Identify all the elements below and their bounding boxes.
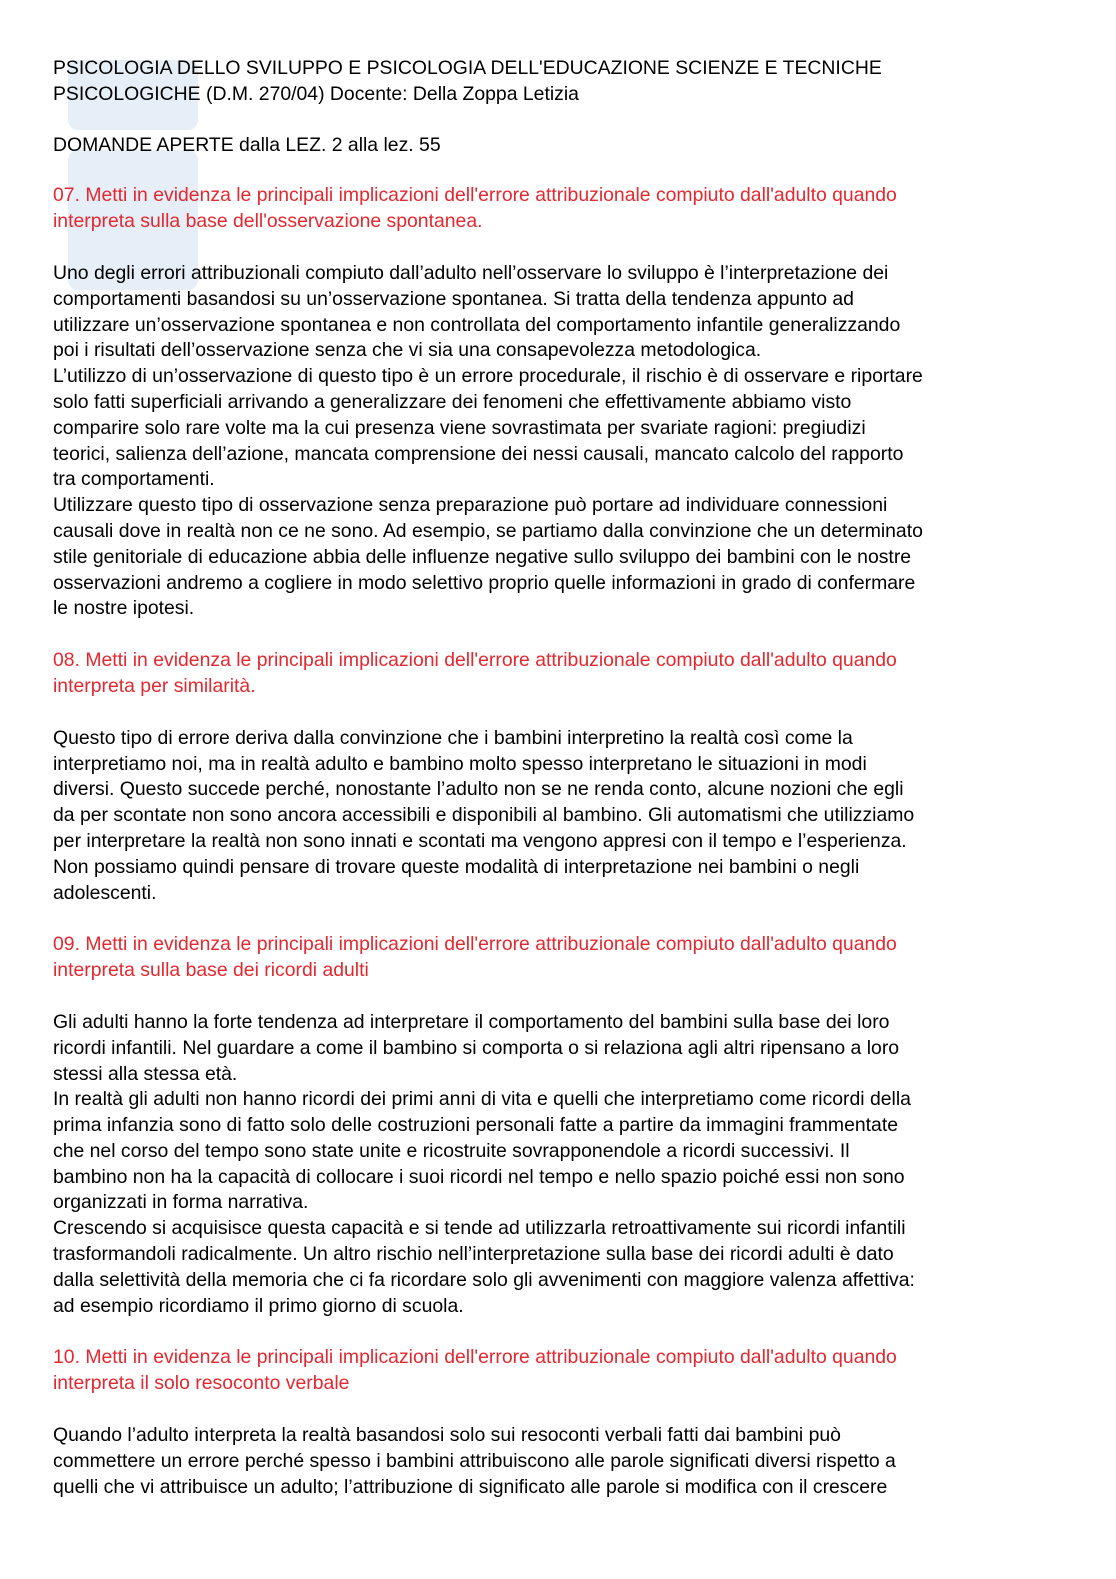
answer-08 — [53, 726, 1065, 907]
answer-paragraph: L’utilizzo di un’osservazione di questo tipo è un errore procedurale, il rischio è di osservare e riportare solo fatti superficiali arrivando a generalizzare dei fenomeni che effettivamente abbiamo visto comparire solo rare volte ma la cui presenza viene sovrastimata per svariate ragioni: pregiudizi teorici, salienza dell’azione, mancata comprensione dei nessi causali, mancato calcolo del rapporto tra comportamenti. — [53, 365, 923, 491]
question-10: 10. Metti in evidenza le principali implicazioni dell'errore attribuzionale compiuto dall'adulto quando interpreta il solo resoconto verbale — [53, 1346, 897, 1395]
document-header — [53, 56, 1065, 108]
answer-10 — [53, 1423, 1065, 1500]
document-page — [53, 56, 1065, 1526]
answer-07 — [53, 261, 1065, 622]
answer-paragraph: Crescendo si acquisisce questa capacità e si tende ad utilizzarla retroattivamente sui ricordi infantili trasformandoli radicalmente. Un altro rischio nell’interpretazione sulla base dei ricordi adulti è dato dalla selettività della memoria che ci fa ricordare solo gli avvenimenti con maggiore valenza affettiva: ad esempio ricordiamo il primo giorno di scuola. — [53, 1217, 915, 1317]
answer-paragraph: Quando l’adulto interpreta la realtà basandosi solo sui resoconti verbali fatti dai bambini può commettere un errore perché spesso i bambini attribuiscono alle parole significati diversi rispetto a quelli che vi attribuisce un adulto; l’attribuzione di significato alle parole si modifica con il crescere — [53, 1424, 896, 1498]
question-08: 08. Metti in evidenza le principali implicazioni dell'errore attribuzionale compiuto dall'adulto quando interpreta per similarità. — [53, 649, 897, 697]
answer-paragraph: Questo tipo di errore deriva dalla convinzione che i bambini interpretino la realtà così come la interpretiamo noi, ma in realtà adulto e bambino molto spesso interpretano le situazioni in modi diversi. Questo succede perché, nonostante l’adulto non se ne renda conto, alcune nozioni che egli da per scontate non sono ancora accessibili e disponibili al bambino. Gli automatismi che utilizziamo per interpretare la realtà non sono innati e scontati ma vengono appresi con il tempo e l’esperienza. Non possiamo quindi pensare di trovare queste modalità di interpretazione nei bambini o negli adolescenti. — [53, 726, 915, 904]
question-07: 07. Metti in evidenza le principali implicazioni dell'errore attribuzionale compiuto dall'adulto quando interpreta sulla base dell'osservazione spontanea. — [53, 184, 897, 233]
answer-paragraph: Gli adulti hanno la forte tendenza ad interpretare il comportamento del bambini sulla base dei loro ricordi infantili. Nel guardare a come il bambino si comporta o si relaziona agli altri ripensano a loro stessi alla stessa età. — [53, 1010, 900, 1085]
answer-paragraph: Uno degli errori attribuzionali compiuto dall’adulto nell’osservare lo sviluppo è l’interpretazione dei comportamenti basandosi su un’osservazione spontanea. Si tratta della tendenza appunto ad utilizzare un’osservazione spontanea e non controllata del comportamento infantile generalizzando poi i risultati dell’osservazione senza che vi sia una consapevolezza metodologica. — [53, 261, 901, 362]
answer-paragraph: In realtà gli adulti non hanno ricordi dei primi anni di vita e quelli che interpretiamo come ricordi della prima infanzia sono di fatto solo delle costruzioni personali fatte a partire da immagini frammentate che nel corso del tempo sono state unite e ricostruite sovrapponendole a ricordi successivi. Il bambino non ha la capacità di collocare i suoi ricordi nel tempo e nello spazio poiché essi non sono organizzati in forma narrativa. — [53, 1088, 911, 1214]
question-09: 09. Metti in evidenza le principali implicazioni dell'errore attribuzionale compiuto dall'adulto quando interpreta sulla base dei ricordi adulti — [53, 933, 897, 982]
document-subtitle: DOMANDE APERTE dalla LEZ. 2 alla lez. 55 — [53, 133, 441, 156]
header-line-1: PSICOLOGIA DELLO SVILUPPO E PSICOLOGIA DELL'EDUCAZIONE SCIENZE E TECNICHE — [53, 57, 882, 79]
header-line-2: PSICOLOGICHE (D.M. 270/04) Docente: Della Zoppa Letizia — [53, 82, 579, 105]
answer-paragraph: Utilizzare questo tipo di osservazione senza preparazione può portare ad individuare connessioni causali dove in realtà non ce ne sono. Ad esempio, se partiamo dalla convinzione che un determinato stile genitoriale di educazione abbia delle influenze negative sullo sviluppo dei bambini con le nostre osservazioni andremo a cogliere in modo selettivo proprio quelle informazioni in grado di confermare le nostre ipotesi. — [53, 494, 923, 620]
answer-09 — [53, 1010, 1065, 1320]
